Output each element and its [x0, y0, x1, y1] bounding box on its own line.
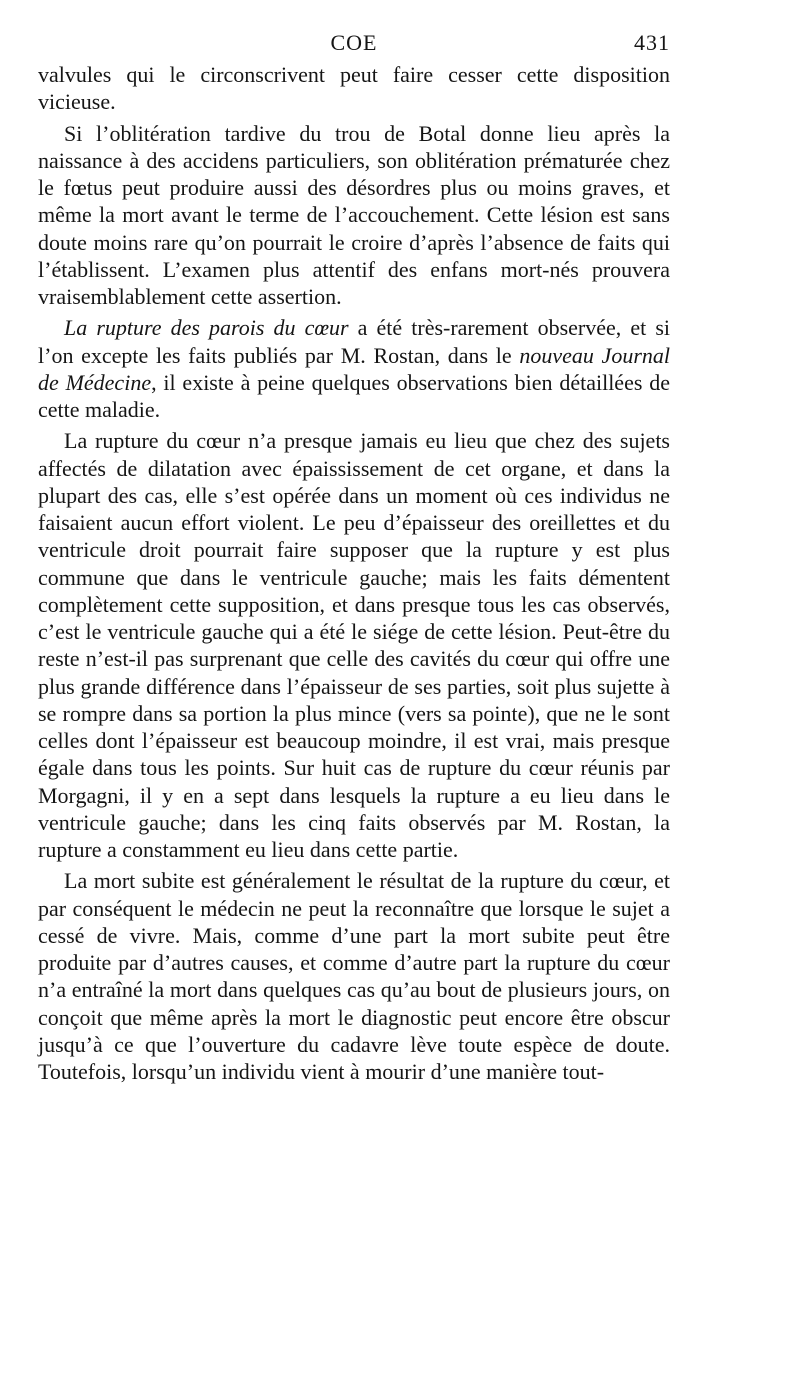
paragraph-heart-rupture-cases: [38, 427, 670, 863]
text-run: , il existe à peine quelques observations bien détaillées de cette maladie.: [38, 369, 670, 422]
page-number: 431: [634, 30, 670, 55]
running-header: [38, 30, 670, 64]
paragraph-heart-rupture-intro: [38, 314, 670, 423]
text-run: La mort subite est généralement le résultat de la rupture du cœur, et par conséquent le médecin ne peut la reconnaître que lorsque le sujet a cessé de vivre. Mais, comme d’une part la mort subite peut être produite par d’autres causes, et comme d’autre part la rupture du cœur n’a entraîné la mort dans quelques cas qu’au bout de plusieurs jours, on conçoit que même après la mort le diagnostic peut encore être obscur jusqu’à ce que l’ouverture du cadavre lève toute espèce de doute. Toutefois, lorsqu’un individu vient à mourir d’une manière tout-: [38, 868, 670, 1084]
italic-run: La rupture des parois du cœur: [64, 315, 349, 341]
running-title: COE: [330, 30, 378, 55]
paragraph-botal-obliteration: [38, 120, 670, 311]
paragraph-sudden-death: [38, 867, 670, 1085]
text-run: Si l’oblitération tardive du trou de Botal donne lieu après la naissance à des accidens particuliers, son oblitération prématurée chez le fœtus peut produire aussi des désordres plus ou moins graves, et même la mort avant le terme de l’accouchement. Cette lésion est sans doute moins rare qu’on pourrait le croire d’après l’absence de faits qui l’établissent. L’examen plus attentif des enfans mort-nés prouvera vraisemblablement cette assertion.: [38, 120, 670, 309]
body-text: [38, 61, 670, 1085]
italic-run: nouveau Journal de Médecine: [38, 342, 671, 395]
text-run: valvules qui le circonscrivent peut faire cesser cette disposition vicieuse.: [38, 62, 670, 115]
paragraph-continuation: [38, 61, 670, 116]
text-run: La rupture du cœur n’a presque jamais eu lieu que chez des sujets affectés de dilatation avec épaississement de cet organe, et dans la plupart des cas, elle s’est opérée dans un moment où ces individus ne faisaient aucun effort violent. Le peu d’épaisseur des oreillettes et du ventricule droit pourrait faire supposer que la rupture y est plus commune que dans le ventricule gauche; mais les faits démentent complètement cette supposition, et dans presque tous les cas observés, c’est le ventricule gauche qui a été le siége de cette lésion. Peut-être du reste n’est-il pas surprenant que celle des cavités du cœur qui offre une plus grande différence dans l’épaisseur de ses parties, soit plus sujette à se rompre dans sa portion la plus mince (vers sa pointe), que ne le sont celles dont l’épaisseur est beaucoup moindre, il est vrai, mais presque égale dans tous les points. Sur huit cas de rupture du cœur réunis par Morgagni, il y en a sept dans lesquels la rupture a eu lieu dans le ventricule gauche; dans les cinq faits observés par M. Rostan, la rupture a constamment eu lieu dans cette partie.: [38, 428, 670, 862]
text-run: a été très-rarement observée, et si l’on excepte les faits publiés par M. Rostan, dans le: [38, 315, 670, 368]
